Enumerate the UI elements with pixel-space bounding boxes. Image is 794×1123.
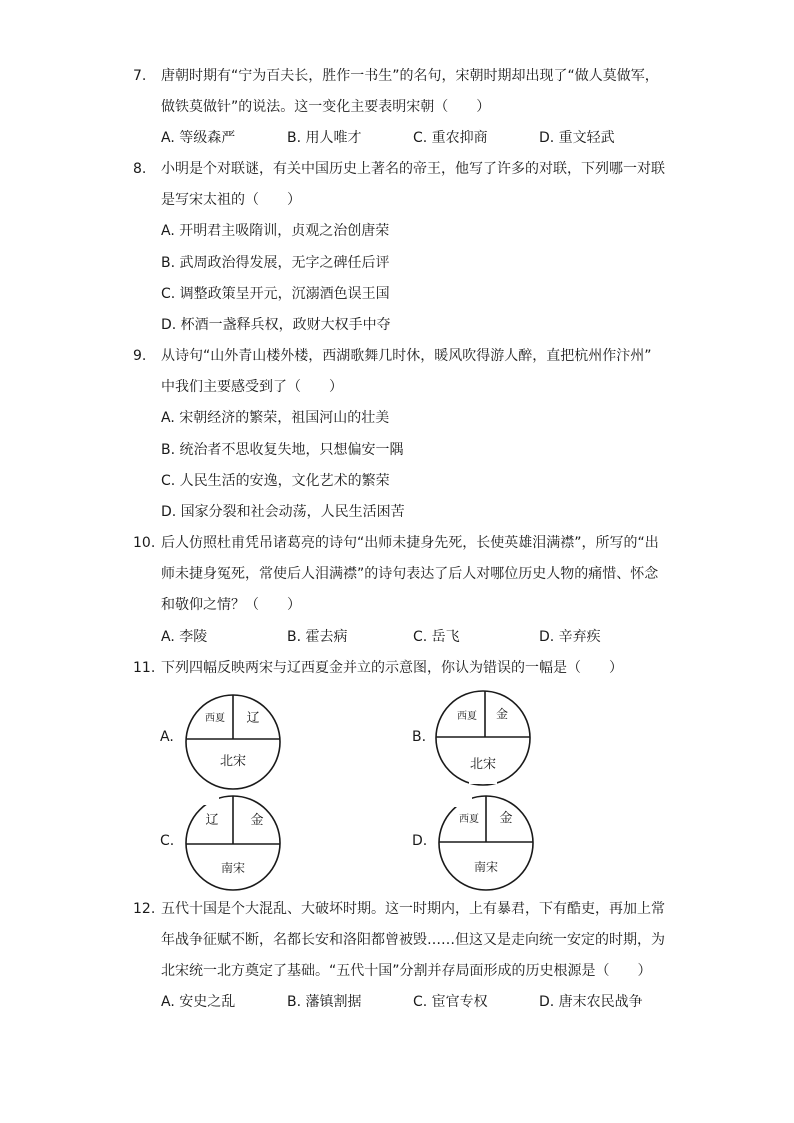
- map-b-border-gap: [469, 776, 497, 784]
- question-7-option-a[interactable]: A. 等级森严: [161, 130, 236, 146]
- question-7-option-c[interactable]: C. 重农抑商: [413, 130, 488, 146]
- question-8-number: 8.: [133, 161, 147, 177]
- question-9-option-b[interactable]: B. 统治者不思收复失地，只想偏安一隅: [161, 442, 404, 458]
- map-a-region-top-left: 西夏: [205, 713, 225, 724]
- question-12-option-b[interactable]: B. 藩镇割据: [287, 994, 362, 1010]
- question-8-option-c[interactable]: C. 调整政策呈开元，沉溺酒色误王国: [161, 286, 390, 302]
- question-8-option-d[interactable]: D. 杯酒一盏释兵权，政财大权手中夺: [161, 317, 391, 333]
- map-a-region-top-right: 辽: [246, 711, 260, 726]
- map-b-region-top-left: 西夏: [457, 711, 477, 722]
- question-10-option-d[interactable]: D. 辛弃疾: [539, 629, 601, 645]
- map-d-border-gap: [446, 795, 472, 807]
- question-9-text-line-1: 从诗句“山外青山楼外楼，西湖歌舞几时休，暖风吹得游人醉，直把杭州作汴州”: [161, 348, 652, 364]
- question-7-text-line-2: 做铁莫做针”的说法。这一变化主要表明宋朝（ ）: [161, 99, 491, 115]
- question-12-option-a[interactable]: A. 安史之乱: [161, 994, 236, 1010]
- map-b-region-bottom: 北宋: [469, 757, 497, 772]
- map-d-region-top-left: 西夏: [459, 814, 479, 825]
- question-10-text-line-3: 和敬仰之情？（ ）: [161, 597, 301, 613]
- question-9-option-a[interactable]: A. 宋朝经济的繁荣，祖国河山的壮美: [161, 410, 390, 426]
- map-option-b-letter[interactable]: B.: [412, 729, 427, 745]
- question-12-text-line-3: 北宋统一北方奠定了基础。“五代十国”分割并存局面形成的历史根源是（ ）: [161, 963, 652, 979]
- question-8-option-a[interactable]: A. 开明君主吸隋训，贞观之治创唐荣: [161, 223, 390, 239]
- question-12-text-line-2: 年战争征赋不断，名都长安和洛阳都曾被毁……但这又是走向统一安定的时期，为: [161, 932, 665, 948]
- map-option-c-letter[interactable]: C.: [160, 833, 175, 849]
- question-7-option-b[interactable]: B. 用人唯才: [287, 130, 362, 146]
- map-c-region-top-left: 辽: [205, 813, 219, 828]
- map-option-d-diagram[interactable]: [436, 793, 540, 893]
- question-7-text-line-1: 唐朝时期有“宁为百夫长，胜作一书生”的名句，宋朝时期却出现了“做人莫做军，: [161, 68, 659, 84]
- question-9-option-d[interactable]: D. 国家分裂和社会动荡，人民生活困苦: [161, 504, 405, 520]
- question-11-number: 11.: [133, 660, 156, 676]
- question-10-text-line-2: 师未捷身冤死，常使后人泪满襟”的诗句表达了后人对哪位历史人物的痛惜、怀念: [161, 566, 659, 582]
- map-option-a-diagram[interactable]: [183, 692, 287, 792]
- question-7-number: 7.: [133, 68, 147, 84]
- question-8-option-b[interactable]: B. 武周政治得发展，无字之碑任后评: [161, 255, 390, 271]
- map-c-border-gap: [197, 793, 219, 805]
- question-9-text-line-2: 中我们主要感受到了（ ）: [161, 379, 343, 395]
- question-10-number: 10.: [133, 535, 156, 551]
- question-10-text-line-1: 后人仿照杜甫凭吊诸葛亮的诗句“出师未捷身先死，长使英雄泪满襟”，所写的“出: [161, 535, 659, 551]
- question-12-text-line-1: 五代十国是个大混乱、大破坏时期。这一时期内，上有暴君，下有酷吏，再加上常: [161, 901, 665, 917]
- question-9-option-c[interactable]: C. 人民生活的安逸，文化艺术的繁荣: [161, 473, 390, 489]
- question-8-text-line-2: 是写宋太祖的（ ）: [161, 192, 301, 208]
- map-b-region-top-right: 金: [495, 707, 509, 721]
- question-11-text-line-1: 下列四幅反映两宋与辽西夏金并立的示意图，你认为错误的一幅是（ ）: [161, 660, 623, 676]
- question-8-text-line-1: 小明是个对联谜，有关中国历史上著名的帝王，他写了许多的对联，下列哪一对联: [161, 161, 665, 177]
- question-12-number: 12.: [133, 901, 156, 917]
- map-d-region-top-right: 金: [499, 811, 513, 826]
- question-10-option-c[interactable]: C. 岳飞: [413, 629, 460, 645]
- question-12-option-d[interactable]: D. 唐末农民战争: [539, 994, 643, 1010]
- question-7-option-d[interactable]: D. 重文轻武: [539, 130, 615, 146]
- map-option-c-diagram[interactable]: [183, 793, 287, 893]
- map-d-region-bottom: 南宋: [473, 860, 499, 874]
- question-12-option-c[interactable]: C. 宦官专权: [413, 994, 488, 1010]
- map-a-region-bottom: 北宋: [219, 754, 247, 769]
- map-option-b-diagram[interactable]: [433, 688, 537, 788]
- map-c-region-top-right: 金: [250, 813, 264, 828]
- map-option-a-letter[interactable]: A.: [160, 729, 174, 745]
- question-10-option-a[interactable]: A. 李陵: [161, 629, 208, 645]
- question-9-number: 9.: [133, 348, 147, 364]
- question-10-option-b[interactable]: B. 霍去病: [287, 629, 348, 645]
- map-option-d-letter[interactable]: D.: [412, 833, 428, 849]
- map-c-region-bottom: 南宋: [220, 861, 246, 875]
